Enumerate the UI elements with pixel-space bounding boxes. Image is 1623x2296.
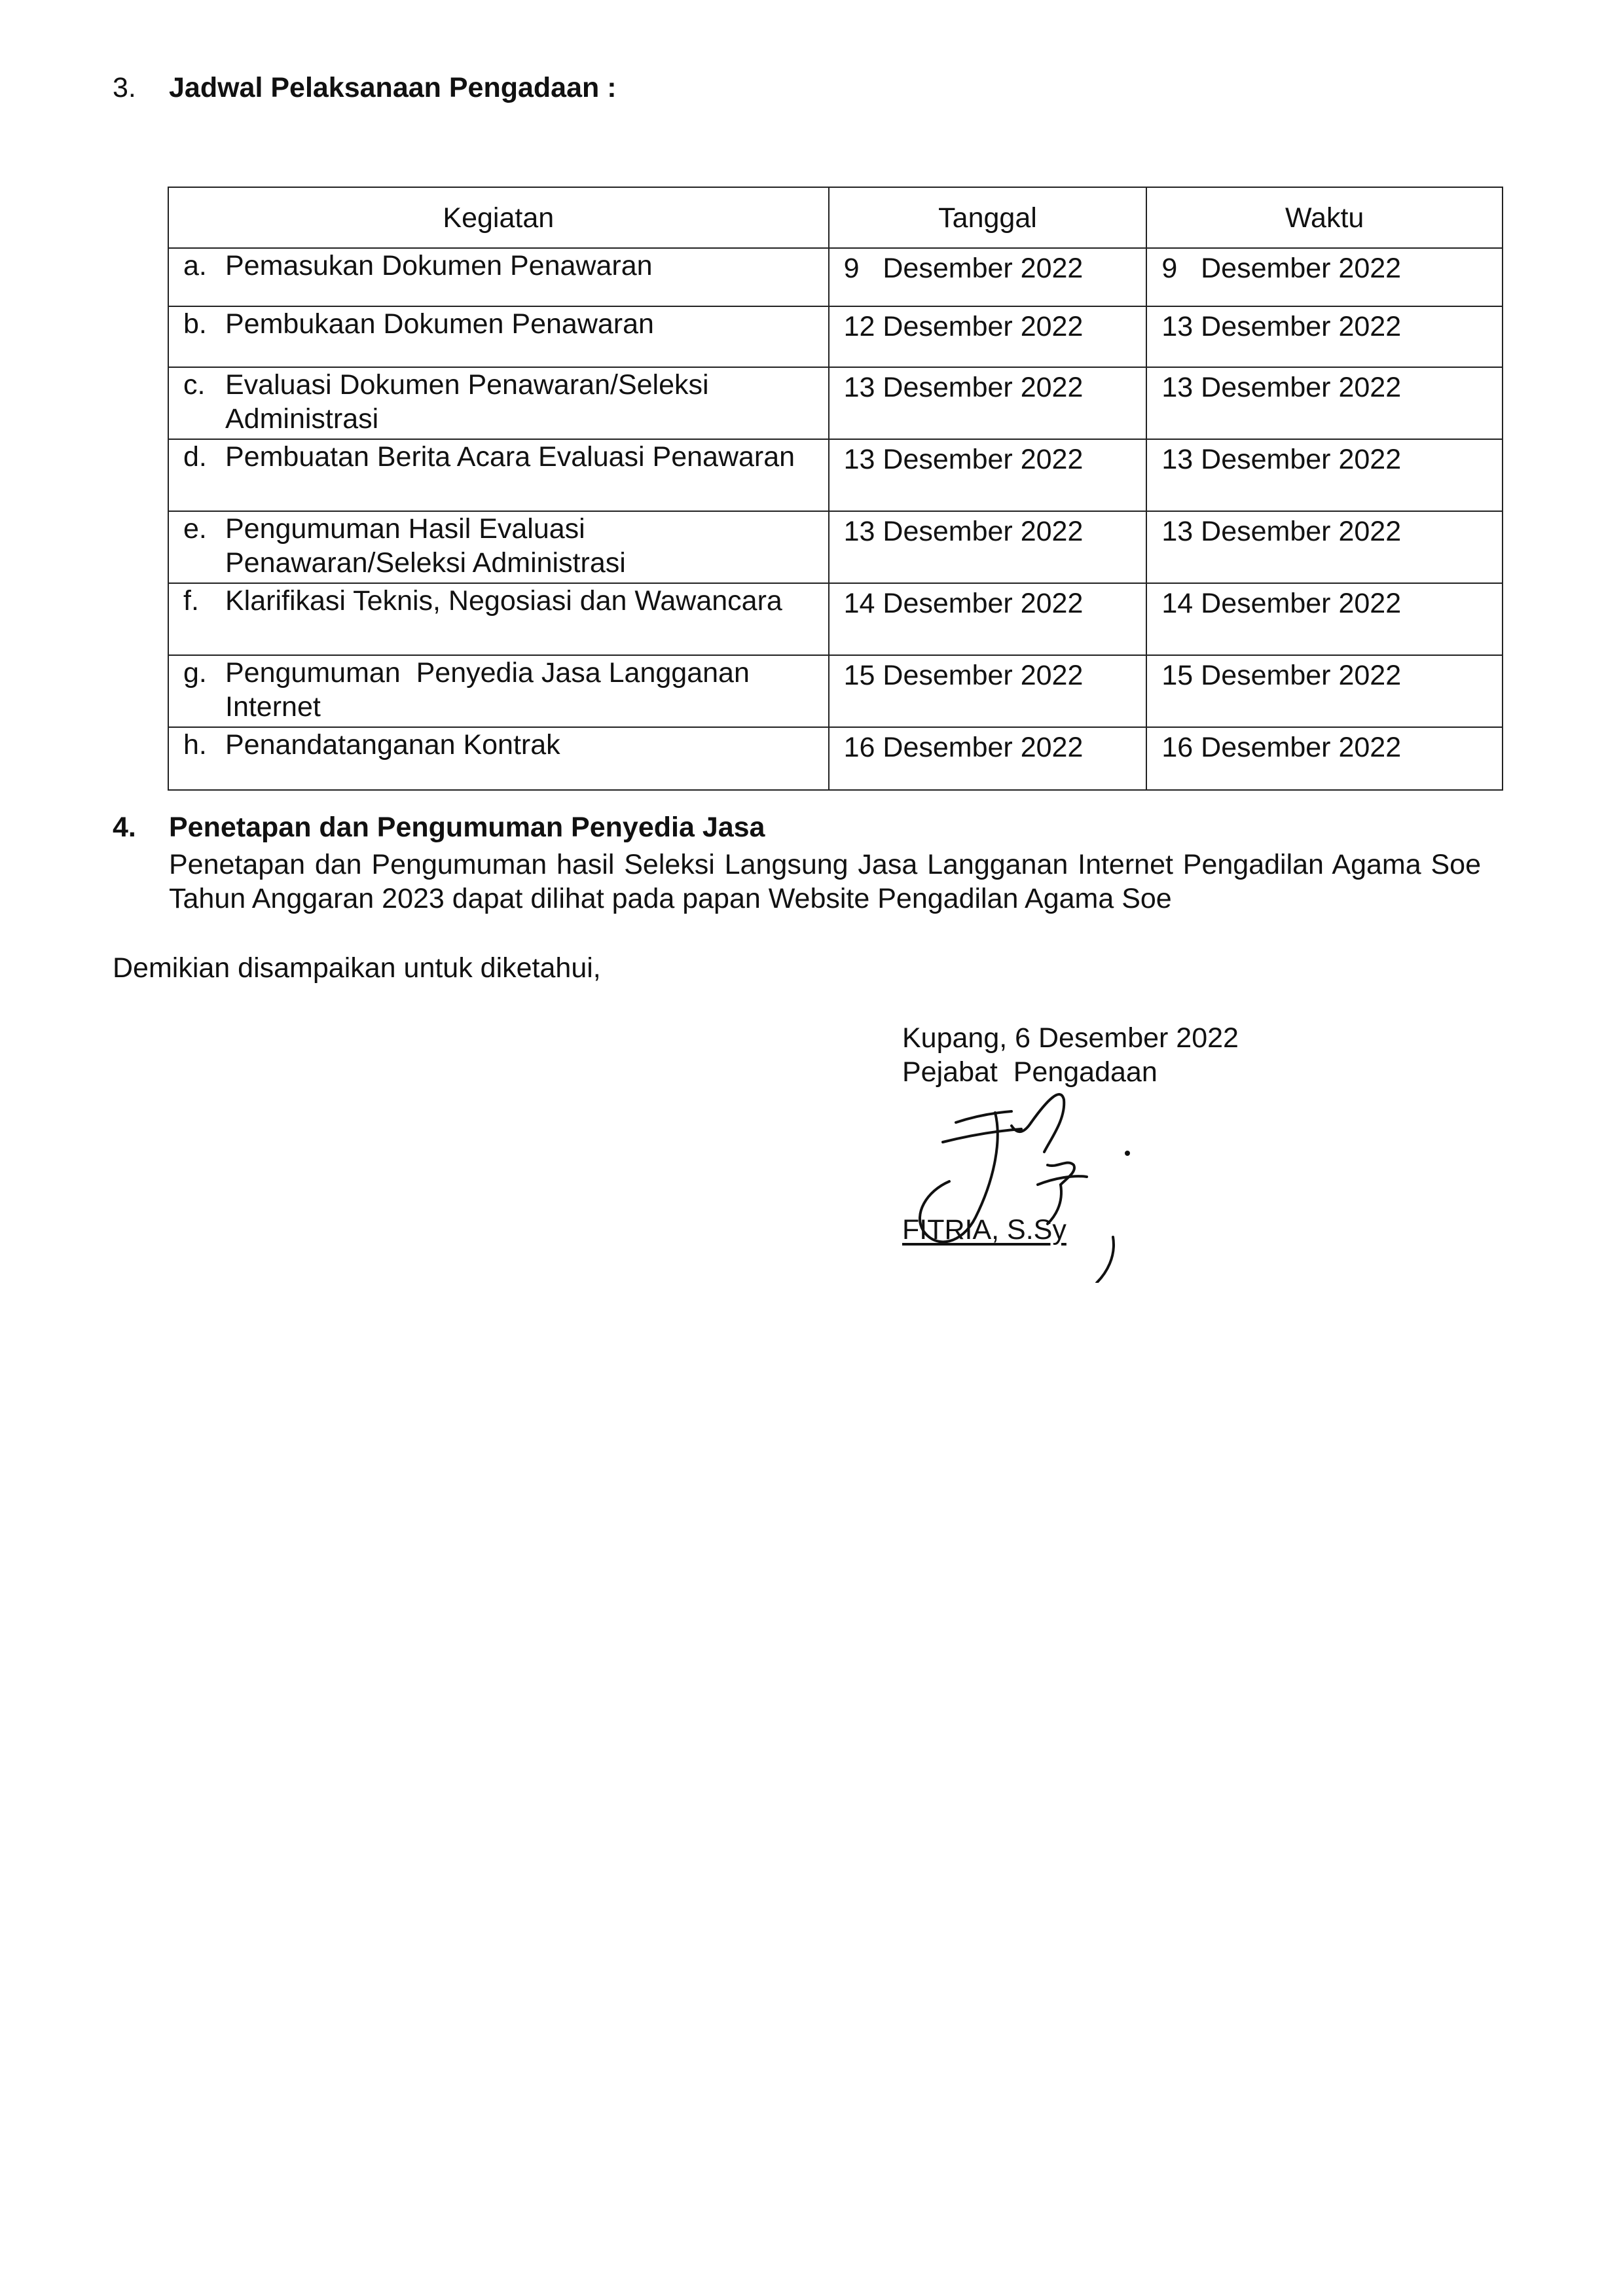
signer-name: FITRIA, S.Sy: [902, 1214, 1067, 1246]
tanggal-cell: 14 Desember 2022: [829, 583, 1147, 655]
signature-block: [902, 1021, 1239, 1089]
tanggal-cell: 16 Desember 2022: [829, 727, 1147, 790]
table-row: [168, 511, 1503, 583]
row-letter: e.: [183, 513, 207, 545]
header-tanggal: Tanggal: [829, 187, 1147, 248]
schedule-table: [168, 187, 1503, 791]
tanggal-cell: 13 Desember 2022: [829, 439, 1147, 511]
tanggal-cell: 13 Desember 2022: [829, 367, 1147, 439]
tanggal-cell: 9 Desember 2022: [829, 248, 1147, 306]
header-waktu: Waktu: [1146, 187, 1503, 248]
row-letter: d.: [183, 441, 207, 473]
section-4-title: Penetapan dan Pengumuman Penyedia Jasa: [169, 812, 765, 843]
section-4-heading: [113, 812, 1481, 844]
activity-text: Pembukaan Dokumen Penawaran: [225, 308, 654, 340]
tanggal-cell: 15 Desember 2022: [829, 655, 1147, 727]
table-row: [168, 655, 1503, 727]
activity-text: Pembuatan Berita Acara Evaluasi Penawaran: [225, 441, 795, 473]
place-date: Kupang, 6 Desember 2022: [902, 1022, 1239, 1054]
section-3-number: 3.: [113, 72, 136, 103]
waktu-cell: 14 Desember 2022: [1146, 583, 1503, 655]
handwritten-signature: [897, 1086, 1146, 1283]
waktu-cell: 16 Desember 2022: [1146, 727, 1503, 790]
section-4-number: 4.: [113, 812, 136, 843]
activity-cell: [168, 439, 829, 511]
activity-text: Pemasukan Dokumen Penawaran: [225, 250, 653, 281]
section-4-body: Penetapan dan Pengumuman hasil Seleksi Langsung Jasa Langganan Internet Pengadilan Agama Soe Tahun Anggaran 2023 dapat dilihat pada papan Website Pengadilan Agama Soe: [169, 849, 1481, 914]
row-letter: g.: [183, 657, 207, 689]
waktu-cell: 13 Desember 2022: [1146, 511, 1503, 583]
table-row: [168, 439, 1503, 511]
table-row: [168, 727, 1503, 790]
row-letter: h.: [183, 729, 207, 761]
waktu-cell: 9 Desember 2022: [1146, 248, 1503, 306]
row-letter: a.: [183, 250, 207, 281]
waktu-cell: 13 Desember 2022: [1146, 439, 1503, 511]
activity-text: Penandatanganan Kontrak: [225, 729, 560, 761]
row-letter: c.: [183, 369, 206, 401]
waktu-cell: 13 Desember 2022: [1146, 306, 1503, 367]
table-row: [168, 367, 1503, 439]
table-row: [168, 583, 1503, 655]
header-kegiatan: Kegiatan: [168, 187, 829, 248]
waktu-cell: 15 Desember 2022: [1146, 655, 1503, 727]
activity-text: Pengumuman Hasil Evaluasi Penawaran/Seleksi Administrasi: [225, 513, 626, 579]
waktu-cell: 13 Desember 2022: [1146, 367, 1503, 439]
activity-text: Pengumuman Penyedia Jasa Langganan Internet: [225, 657, 757, 723]
signer-position: Pejabat Pengadaan: [902, 1056, 1158, 1088]
activity-text: Klarifikasi Teknis, Negosiasi dan Wawancara: [225, 585, 782, 617]
activity-cell: [168, 655, 829, 727]
tanggal-cell: 12 Desember 2022: [829, 306, 1147, 367]
activity-text: Evaluasi Dokumen Penawaran/Seleksi Administrasi: [225, 369, 709, 435]
table-row: [168, 306, 1503, 367]
section-4: [113, 812, 1481, 916]
activity-cell: [168, 727, 829, 790]
activity-cell: [168, 248, 829, 306]
closing-sentence: Demikian disampaikan untuk diketahui,: [113, 952, 601, 984]
activity-cell: [168, 583, 829, 655]
section-3-heading: [113, 72, 617, 104]
activity-cell: [168, 511, 829, 583]
section-3-title: Jadwal Pelaksanaan Pengadaan :: [169, 72, 617, 103]
row-letter: b.: [183, 308, 207, 340]
activity-cell: [168, 367, 829, 439]
tanggal-cell: 13 Desember 2022: [829, 511, 1147, 583]
row-letter: f.: [183, 585, 199, 617]
table-header-row: [168, 187, 1503, 248]
table-row: [168, 248, 1503, 306]
activity-cell: [168, 306, 829, 367]
